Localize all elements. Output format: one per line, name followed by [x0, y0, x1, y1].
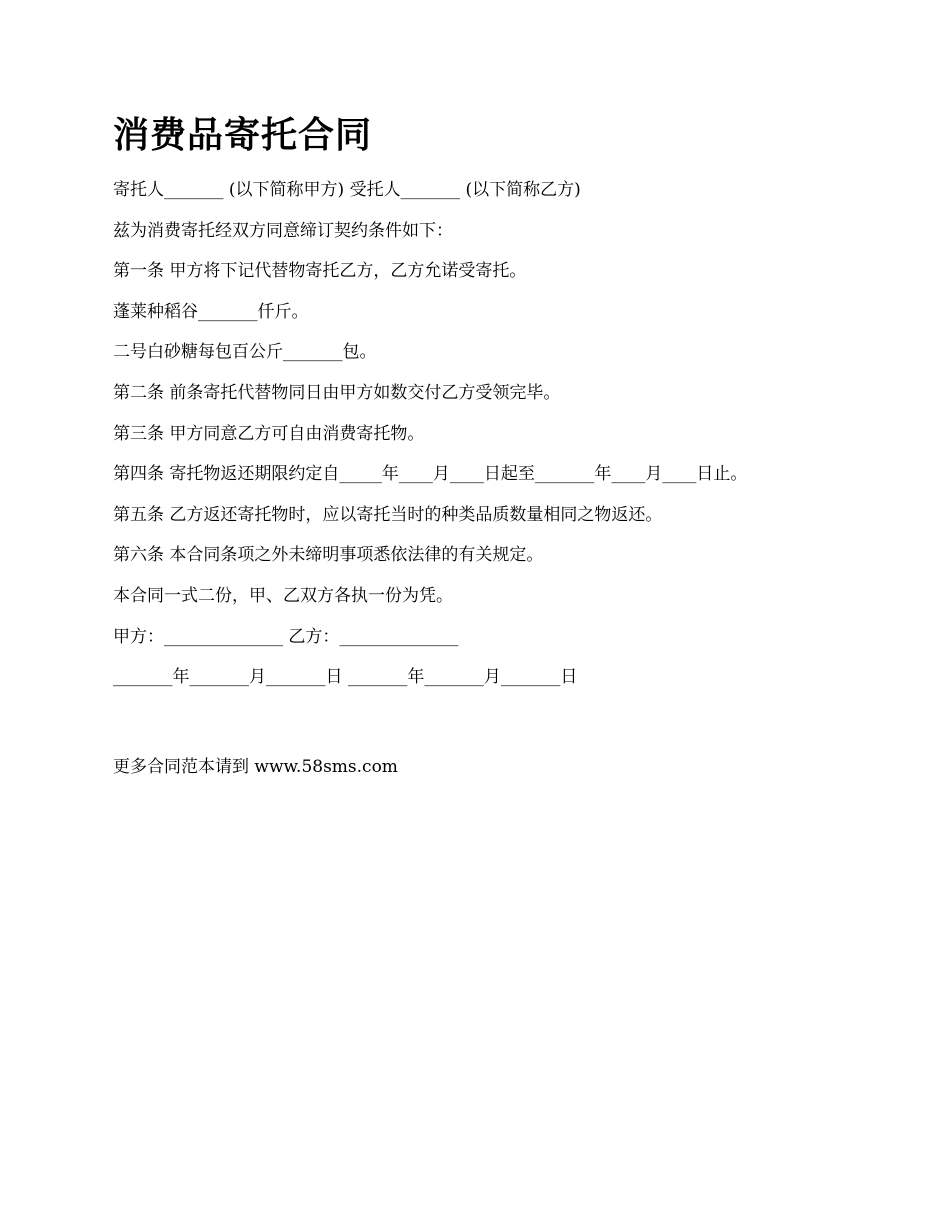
article-4: 第四条 寄托物返还期限约定自_____年____月____日起至_______年____月____日止。	[113, 464, 748, 485]
footer-link-text: 更多合同范本请到 www.58sms.com	[113, 756, 398, 777]
article-6: 第六条 本合同条项之外未缔明事项悉依法律的有关规定。	[113, 545, 544, 566]
copies-clause: 本合同一式二份，甲、乙双方各执一份为凭。	[113, 585, 453, 606]
article-5: 第五条 乙方返还寄托物时，应以寄托当时的种类品质数量相同之物返还。	[113, 504, 663, 525]
contract-document	[113, 112, 893, 795]
document-title: 消费品寄托合同	[113, 115, 373, 156]
signature-line: 甲方：______________ 乙方：______________	[113, 626, 459, 647]
preamble: 兹为消费寄托经双方同意缔订契约条件如下：	[113, 220, 453, 241]
parties-line: 寄托人_______ (以下简称甲方) 受托人_______ (以下简称乙方)	[113, 180, 581, 200]
article-2: 第二条 前条寄托代替物同日由甲方如数交付乙方受领完毕。	[113, 382, 561, 403]
date-line: _______年_______月_______日 _______年_______月_______日	[113, 667, 578, 688]
item-rice: 蓬莱种稻谷_______仟斤。	[113, 301, 309, 322]
article-3: 第三条 甲方同意乙方可自由消费寄托物。	[113, 423, 425, 444]
article-1: 第一条 甲方将下记代替物寄托乙方，乙方允诺受寄托。	[113, 261, 527, 282]
blank-space	[113, 706, 893, 755]
item-sugar: 二号白砂糖每包百公斤_______包。	[113, 342, 377, 363]
